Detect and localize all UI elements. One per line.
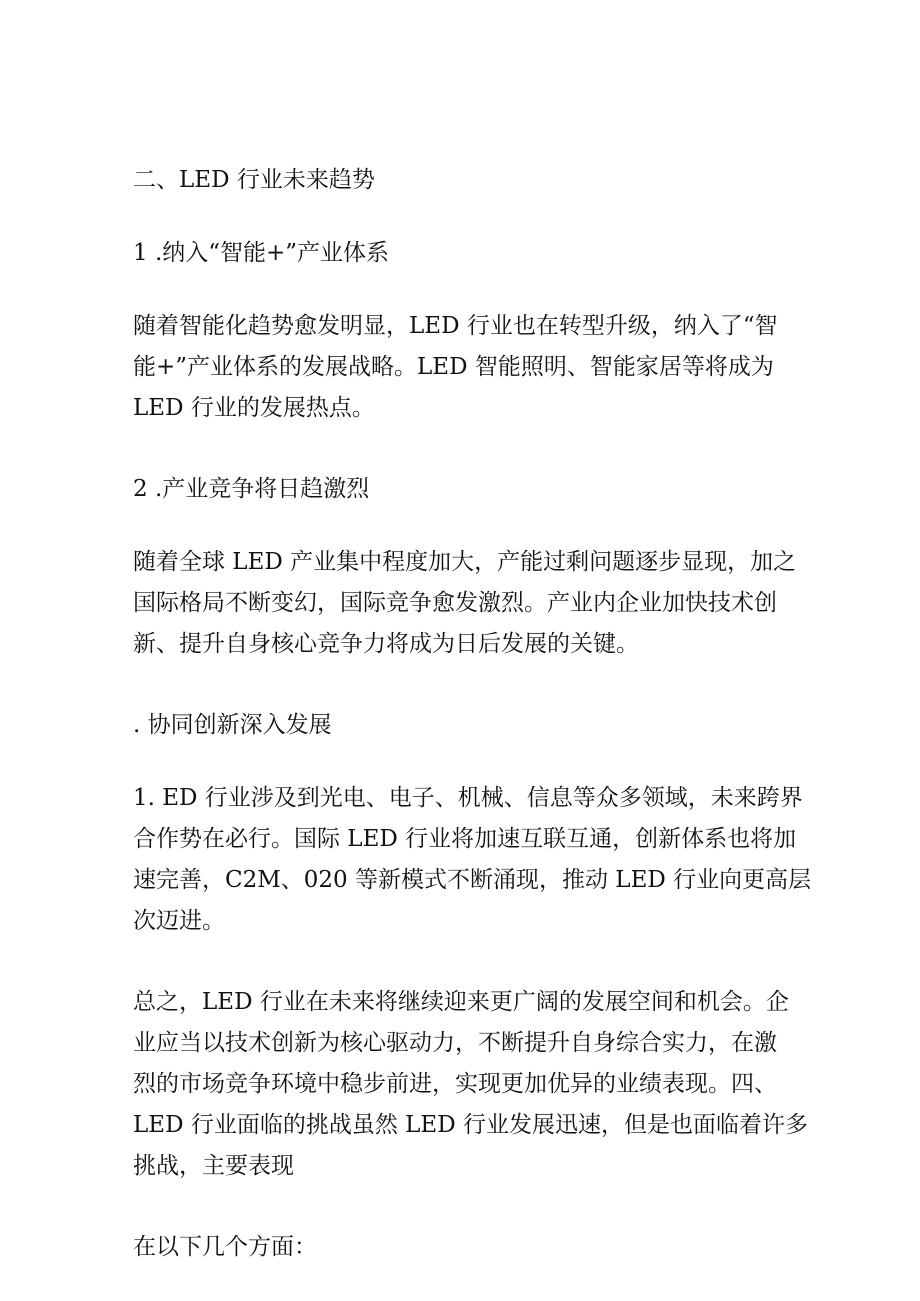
paragraph-line: LED 行业的发展热点。 (133, 395, 375, 421)
paragraph-line: 合作势在必行。国际 LED 行业将加速互联互通，创新体系也将加 (133, 826, 797, 852)
paragraph-line: 随着全球 LED 产业集中程度加大，产能过剩问题逐步显现，加之 (133, 549, 797, 575)
item-2-paragraph (133, 542, 798, 665)
closing-line: 在以下几个方面： (133, 1234, 317, 1260)
paragraph-line: 烈的市场竞争环境中稳步前进，实现更加优异的业绩表现。四、 (133, 1071, 777, 1097)
item-3-paragraph (133, 778, 812, 942)
paragraph-line: 次迈进。 (133, 908, 225, 934)
paragraph-line: 1. ED 行业涉及到光电、电子、机械、信息等众多领域，未来跨界 (133, 785, 803, 811)
paragraph-line: 国际格局不断变幻，国际竞争愈发激烈。产业内企业加快技术创 (133, 590, 777, 616)
summary-paragraph (133, 982, 808, 1187)
item-1-title: 1 .纳入“智能+”产业体系 (133, 240, 390, 266)
document-content (133, 160, 812, 1268)
item-2-title: 2 .产业竞争将日趋激烈 (133, 476, 370, 502)
section-title: 二、LED 行业未来趋势 (133, 167, 375, 193)
paragraph-line: 能+”产业体系的发展战略。LED 智能照明、智能家居等将成为 (133, 354, 774, 380)
item-1-paragraph (133, 306, 798, 429)
paragraph-line: 新、提升自身核心竞争力将成为日后发展的关键。 (133, 631, 639, 657)
paragraph-line: LED 行业面临的挑战虽然 LED 行业发展迅速，但是也面临着许多 (133, 1112, 808, 1138)
paragraph-line: 挑战，主要表现 (133, 1153, 294, 1179)
paragraph-line: 速完善，C2M、020 等新模式不断涌现，推动 LED 行业向更高层 (133, 867, 812, 893)
paragraph-line: 随着智能化趋势愈发明显，LED 行业也在转型升级，纳入了“智 (133, 313, 778, 339)
paragraph-line: 业应当以技术创新为核心驱动力，不断提升自身综合实力，在激 (133, 1030, 777, 1056)
paragraph-line: 总之，LED 行业在未来将继续迎来更广阔的发展空间和机会。企 (133, 989, 789, 1015)
item-3-title: . 协同创新深入发展 (133, 712, 332, 738)
